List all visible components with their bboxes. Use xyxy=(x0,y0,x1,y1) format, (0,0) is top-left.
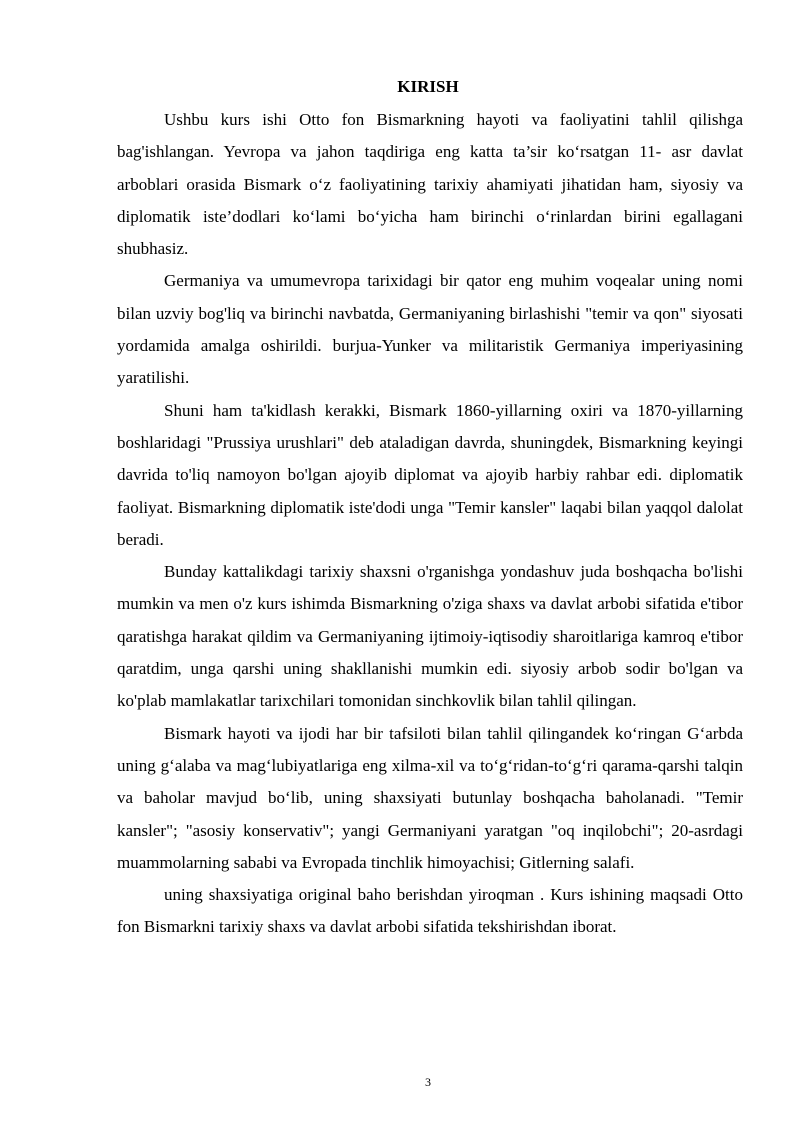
paragraph: Bismark hayoti va ijodi har bir tafsiloti bilan tahlil qilingandek ko‘ringan G‘arbda uning g‘alaba va mag‘lubiyatlariga eng xilma-xil va to‘g‘ridan-to‘g‘ri qarama-qarshi talqin va baholar mavjud bo‘lib, uning shaxsiyati butunlay boshqacha baholanadi. "Temir kansler"; "asosiy konservativ"; yangi Germaniyani yaratgan "oq inqilobchi"; 20-asrdagi muammolarning sababi va Evropada tinchlik himoyachisi; Gitlerning salafi. xyxy=(117,723,743,872)
paragraph: Ushbu kurs ishi Otto fon Bismarkning hayoti va faoliyatini tahlil qilishga bag'ishlangan. Yevropa va jahon taqdiriga eng katta ta’sir ko‘rsatgan 11- asr davlat arboblari orasida Bismark o‘z faoliyatining tarixiy ahamiyati jihatidan ham, siyosiy va diplomatik iste’dodlari ko‘lami bo‘yicha ham birinchi o‘rinlardan birini egallagani shubhasiz. xyxy=(117,110,743,259)
paragraph: uning shaxsiyatiga original baho berishdan yiroqman . Kurs ishining maqsadi Otto fon Bismarkni tarixiy shaxs va davlat arbobi sifatida tekshirishdan iborat. xyxy=(117,885,743,937)
paragraph: Shuni ham ta'kidlash kerakki, Bismark 1860-yillarning oxiri va 1870-yillarning boshlaridagi "Prussiya urushlari" deb ataladigan davrda, shuningdek, Bismarkning keyingi davrida to'liq namoyon bo'lgan ajoyib diplomat va ajoyib harbiy rahbar edi. diplomatik faoliyat. Bismarkning diplomatik iste'dodi unga "Temir kansler" laqabi bilan yaqqol dalolat beradi. xyxy=(117,400,743,549)
body-text xyxy=(117,104,743,944)
paragraph: Bunday kattalikdagi tarixiy shaxsni o'rganishga yondashuv juda boshqacha bo'lishi mumkin va men o'z kurs ishimda Bismarkning o'ziga shaxs va davlat arbobi sifatida e'tibor qaratishga harakat qildim va Germaniyaning ijtimoiy-iqtisodiy sharoitlariga kamroq e'tibor qaratdim, unga qarshi uning shakllanishi mumkin edi. siyosiy arbob sodir bo'lgan va ko'plab mamlakatlar tarixchilari tomonidan sinchkovlik bilan tahlil qilingan. xyxy=(117,562,743,711)
paragraph: Germaniya va umumevropa tarixidagi bir qator eng muhim voqealar uning nomi bilan uzviy bog'liq va birinchi navbatda, Germaniyaning birlashishi "temir va qon" siyosati yordamida amalga oshirildi. burjua-Yunker va militaristik Germaniya imperiyasining yaratilishi. xyxy=(117,271,743,388)
page-number: 3 xyxy=(425,1075,431,1089)
page-heading: KIRISH xyxy=(397,77,459,96)
